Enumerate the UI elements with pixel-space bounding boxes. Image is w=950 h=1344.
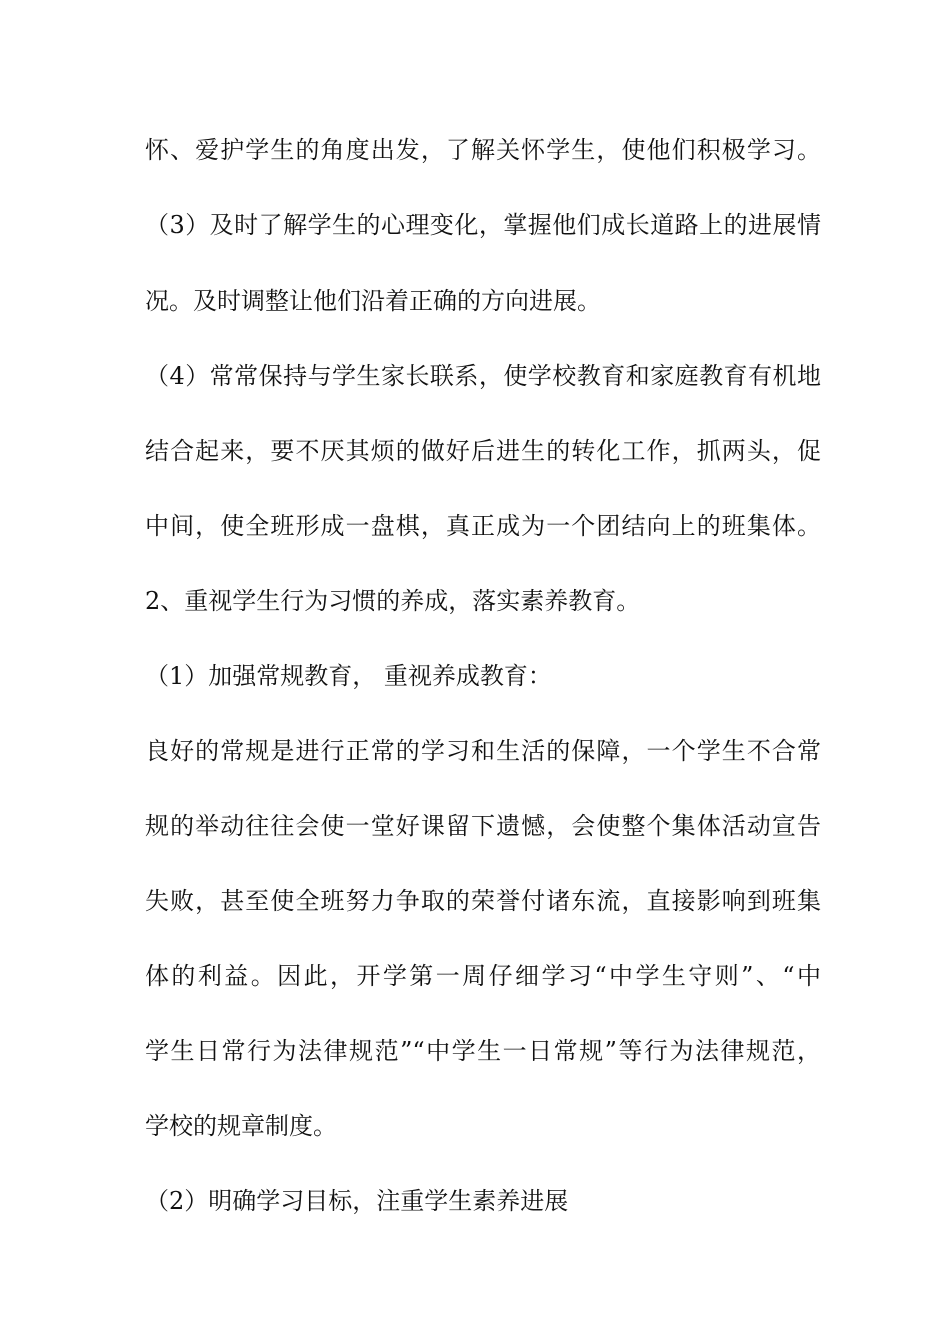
text-line: 体的利益。因此，开学第一周仔细学习“中学生守则”、“中 bbox=[145, 962, 821, 990]
text-line: （3）及时了解学生的心理变化，掌握他们成长道路上的进展情 bbox=[145, 211, 821, 239]
text-line: 中间，使全班形成一盘棋，真正成为一个团结向上的班集体。 bbox=[145, 512, 821, 540]
text-line: 良好的常规是进行正常的学习和生活的保障，一个学生不合常 bbox=[145, 737, 821, 765]
section-heading: 2、重视学生行为习惯的养成，落实素养教育。 bbox=[145, 587, 641, 615]
text-line: 怀、爱护学生的角度出发，了解关怀学生，使他们积极学习。 bbox=[145, 136, 821, 164]
text-line: 结合起来，要不厌其烦的做好后进生的转化工作，抓两头，促 bbox=[145, 437, 821, 465]
text-line: 失败，甚至使全班努力争取的荣誉付诸东流，直接影响到班集 bbox=[145, 887, 821, 915]
text-line: 规的举动往往会使一堂好课留下遗憾，会使整个集体活动宣告 bbox=[145, 812, 821, 840]
subsection-heading: （1）加强常规教育， 重视养成教育： bbox=[145, 662, 552, 690]
text-line: （4）常常保持与学生家长联系，使学校教育和家庭教育有机地 bbox=[145, 362, 821, 390]
text-line: 学生日常行为法律规范”“中学生一日常规”等行为法律规范， bbox=[145, 1037, 821, 1065]
text-line: 学校的规章制度。 bbox=[145, 1112, 337, 1140]
text-line: 况。及时调整让他们沿着正确的方向进展。 bbox=[145, 287, 601, 315]
subsection-heading: （2）明确学习目标，注重学生素养进展 bbox=[145, 1187, 569, 1215]
